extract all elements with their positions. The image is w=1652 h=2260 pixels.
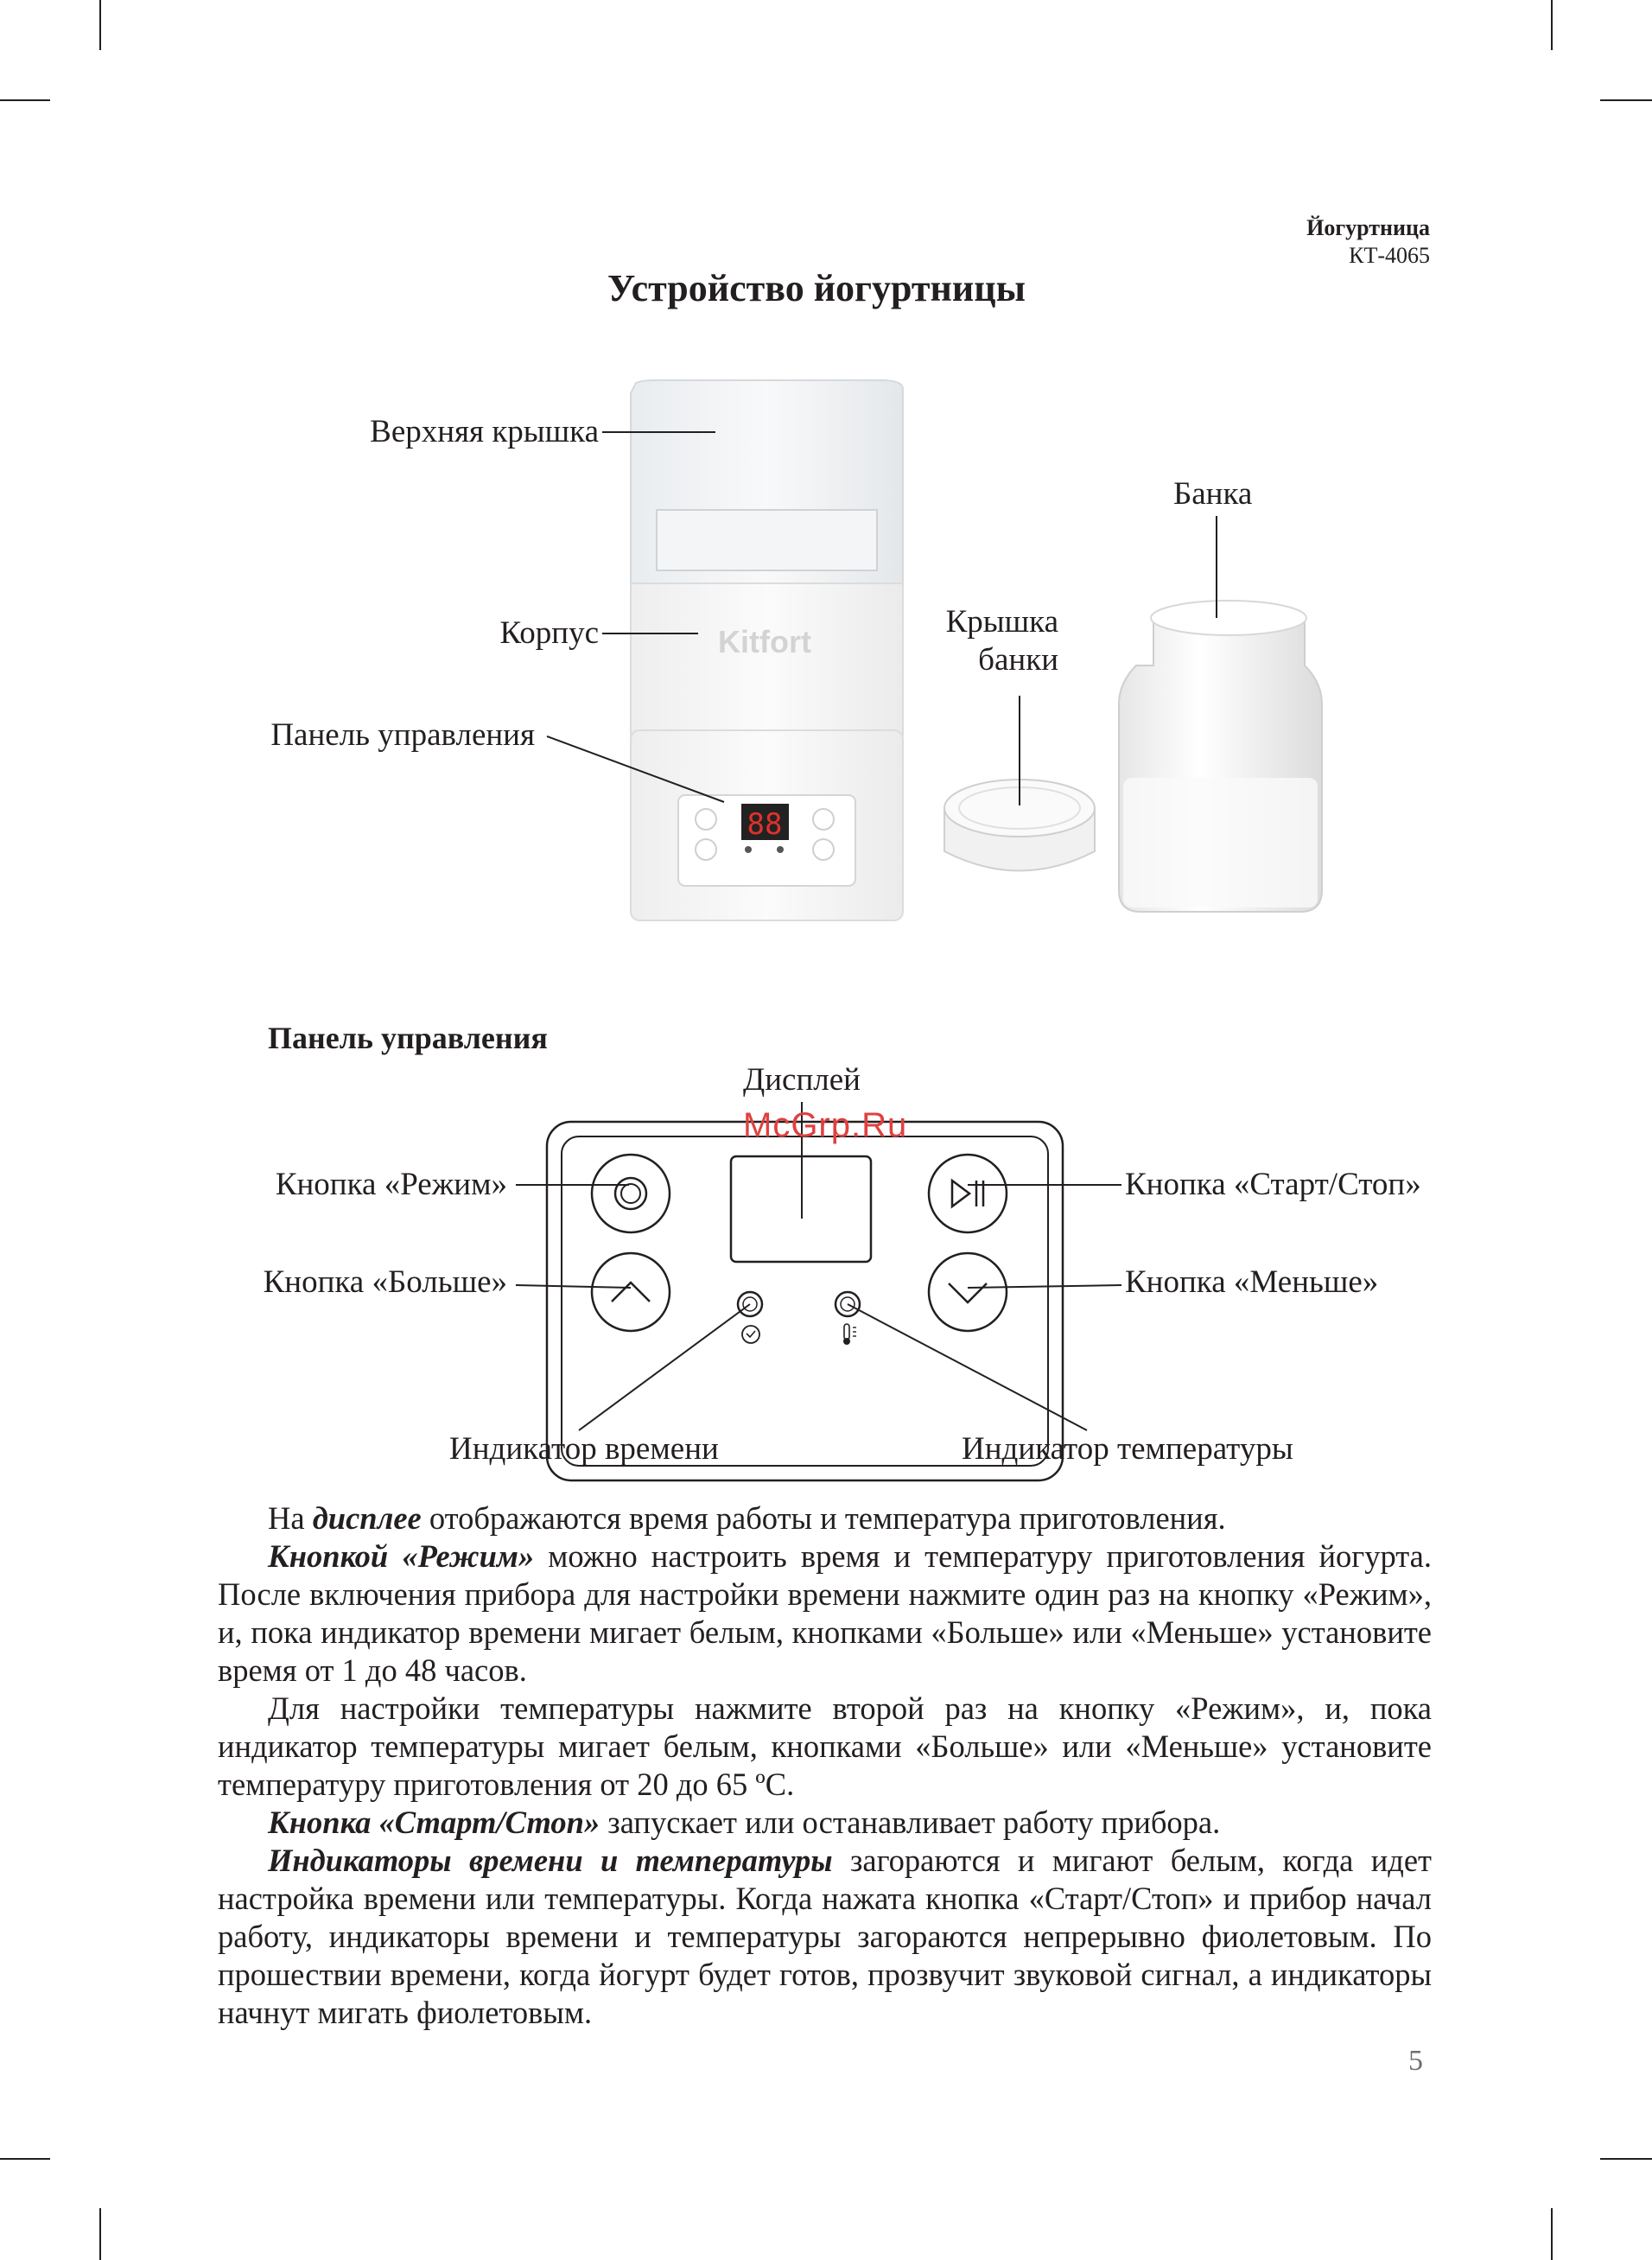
text-run: можно настроить время и температуру приготовления йогурта. После включения прибора для настройки времени нажмите один раз на кнопку «Режим», и, пока индикатор времени мигает белым, кнопками «Больше» или «Меньше» установите время от 1 до 48 часов. [218,1538,1432,1688]
page-number: 5 [1408,2045,1423,2077]
body-text [218,1499,1432,2032]
paragraph [218,1804,1432,1842]
crop-mark [99,2208,101,2260]
brand-logo: Kitfort [718,624,811,659]
label-mode-button: Кнопка «Режим» [275,1167,507,1202]
label-body: Корпус [499,615,599,651]
device-display-digits: 88 [747,807,783,842]
crop-mark [1551,2208,1553,2260]
page-title: Устройство йогуртницы [607,267,1026,309]
paragraph [218,1499,1432,1537]
emphasis: дисплее [312,1500,422,1536]
label-more-button: Кнопка «Больше» [263,1264,507,1300]
emphasis: Кнопкой «Режим» [268,1538,535,1574]
device-illustration [0,0,1652,968]
watermark: McGrp.Ru [743,1106,908,1144]
emphasis: Индикаторы времени и температуры [268,1843,833,1878]
label-top-lid: Верхняя крышка [370,414,599,449]
control-panel-diagram [0,951,1652,1504]
label-jar: Банка [1173,476,1253,512]
paragraph [218,1690,1432,1804]
paragraph [218,1842,1432,2032]
text-run: отображаются время работы и температура приготовления. [421,1500,1226,1536]
label-jar-lid [946,603,1058,679]
emphasis: Кнопка «Старт/Стоп» [268,1805,600,1840]
crop-mark [0,2158,50,2160]
label-temp-indicator: Индикатор температуры [962,1431,1293,1467]
text-run: загораются и мигают белым, когда идет настройка времени или температуры. Когда нажата кнопка «Старт/Стоп» и прибор начал работу, индикаторы времени и температуры загораются непрерывно фиолетовым. По прошествии времени, когда йогурт будет готов, прозвучит звуковой сигнал, а индикаторы начнут мигать фиолетовым. [218,1843,1433,2030]
label-time-indicator: Индикатор времени [449,1431,719,1467]
crop-mark [1600,2158,1652,2160]
text-run: Для настройки температуры нажмите второй раз на кнопку «Режим», и, пока индикатор температуры мигает белым, кнопками «Больше» или «Меньше» установите температуру приготовления от 20 до 65 ºС. [218,1690,1432,1802]
header-model: КТ-4065 [1349,243,1430,268]
text-run: На [268,1500,313,1536]
label-display: Дисплей [743,1062,861,1098]
section-subtitle: Панель управления [268,1021,548,1055]
label-jar-lid-line1: Крышка [945,604,1058,640]
label-less-button: Кнопка «Меньше» [1125,1264,1379,1300]
label-control-panel: Панель управления [270,717,535,753]
paragraph [218,1537,1432,1690]
label-start-stop-button: Кнопка «Старт/Стоп» [1125,1167,1421,1202]
header-product: Йогуртница [1306,215,1430,240]
yogurt-maker-image [631,380,903,920]
jar-image [1119,601,1322,912]
label-jar-lid-line2: банки [978,642,1058,678]
text-run: запускает или останавливает работу прибора. [600,1805,1221,1840]
